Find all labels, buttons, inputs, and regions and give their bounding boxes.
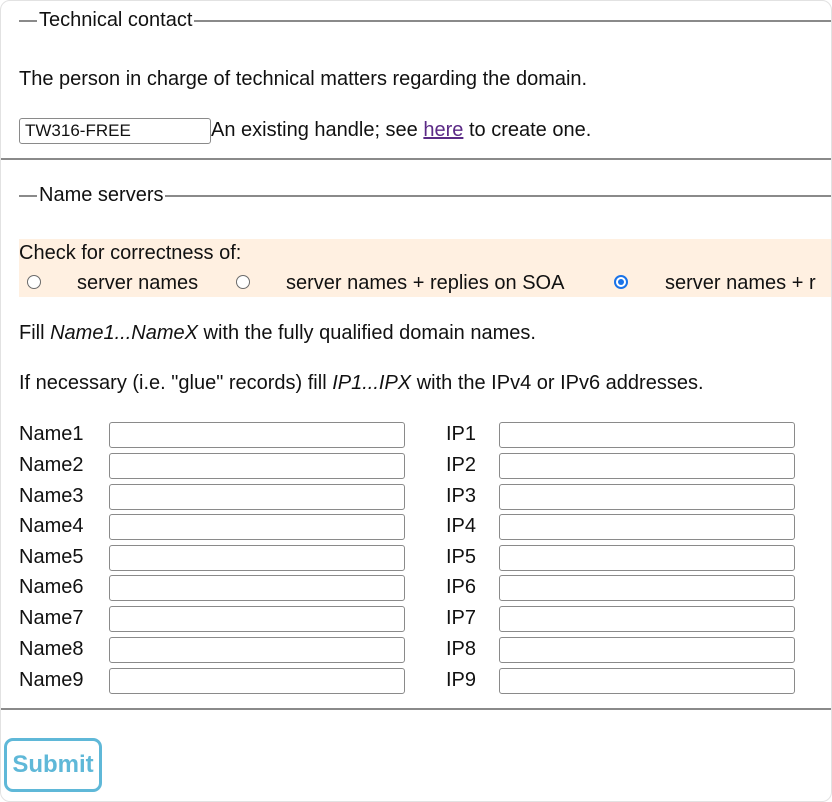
name-input[interactable] xyxy=(109,422,405,448)
ip-input[interactable] xyxy=(499,606,795,632)
ip-label: IP1 xyxy=(446,423,477,445)
ip-label: IP7 xyxy=(446,607,477,629)
ip-label: IP3 xyxy=(446,485,477,507)
name-input[interactable] xyxy=(109,545,405,571)
create-handle-link[interactable]: here xyxy=(423,119,464,141)
name-servers-legend: Name servers xyxy=(39,184,164,206)
ip-label: IP9 xyxy=(446,669,477,691)
check-options-panel xyxy=(19,239,832,297)
handle-hint xyxy=(211,118,591,142)
name-input[interactable] xyxy=(109,668,405,694)
fill-italic: Name1...NameX xyxy=(50,322,198,344)
ip-input[interactable] xyxy=(499,668,795,694)
ip-input[interactable] xyxy=(499,637,795,663)
ip-label: IP4 xyxy=(446,515,477,537)
fill-instruction xyxy=(19,321,536,345)
technical-handle-input[interactable] xyxy=(19,118,211,144)
section-divider xyxy=(1,158,832,160)
radio-server-names-full-label: server names + r xyxy=(665,272,816,294)
name-label: Name9 xyxy=(19,669,84,691)
name-label: Name4 xyxy=(19,515,84,537)
fill-prefix: Fill xyxy=(19,322,51,344)
name-input[interactable] xyxy=(109,575,405,601)
name-input[interactable] xyxy=(109,453,405,479)
ip-input[interactable] xyxy=(499,484,795,510)
fill-suffix: with the fully qualified domain names. xyxy=(197,322,536,344)
glue-prefix: If necessary (i.e. "glue" records) fill xyxy=(19,372,333,394)
handle-hint-text: An existing handle; see xyxy=(211,119,424,141)
radio-server-names-label: server names xyxy=(77,272,199,294)
ip-label: IP6 xyxy=(446,576,477,598)
name-label: Name5 xyxy=(19,546,84,568)
technical-contact-legend: Technical contact xyxy=(39,9,193,31)
radio-server-names-full[interactable] xyxy=(614,275,628,289)
ip-label: IP8 xyxy=(446,638,477,660)
radio-server-names[interactable] xyxy=(27,275,41,289)
name-input[interactable] xyxy=(109,484,405,510)
ip-label: IP2 xyxy=(446,454,477,476)
name-input[interactable] xyxy=(109,514,405,540)
check-label: Check for correctness of: xyxy=(19,242,242,264)
ip-input[interactable] xyxy=(499,514,795,540)
ip-input[interactable] xyxy=(499,422,795,448)
name-label: Name2 xyxy=(19,454,84,476)
name-label: Name1 xyxy=(19,423,84,445)
name-label: Name6 xyxy=(19,576,84,598)
radio-server-names-soa-label: server names + replies on SOA xyxy=(286,272,565,294)
name-label: Name7 xyxy=(19,607,84,629)
section-divider xyxy=(1,708,832,710)
name-input[interactable] xyxy=(109,606,405,632)
name-input[interactable] xyxy=(109,637,405,663)
glue-italic: IP1...IPX xyxy=(332,372,412,394)
handle-hint-suffix: to create one. xyxy=(463,119,592,141)
ip-input[interactable] xyxy=(499,453,795,479)
submit-button[interactable]: Submit xyxy=(4,738,102,792)
name-label: Name8 xyxy=(19,638,84,660)
glue-instruction xyxy=(19,371,704,395)
ip-label: IP5 xyxy=(446,546,477,568)
name-label: Name3 xyxy=(19,485,84,507)
ip-input[interactable] xyxy=(499,545,795,571)
radio-server-names-soa[interactable] xyxy=(236,275,250,289)
glue-suffix: with the IPv4 or IPv6 addresses. xyxy=(411,372,704,394)
technical-contact-description: The person in charge of technical matters regarding the domain. xyxy=(19,68,588,90)
ip-input[interactable] xyxy=(499,575,795,601)
